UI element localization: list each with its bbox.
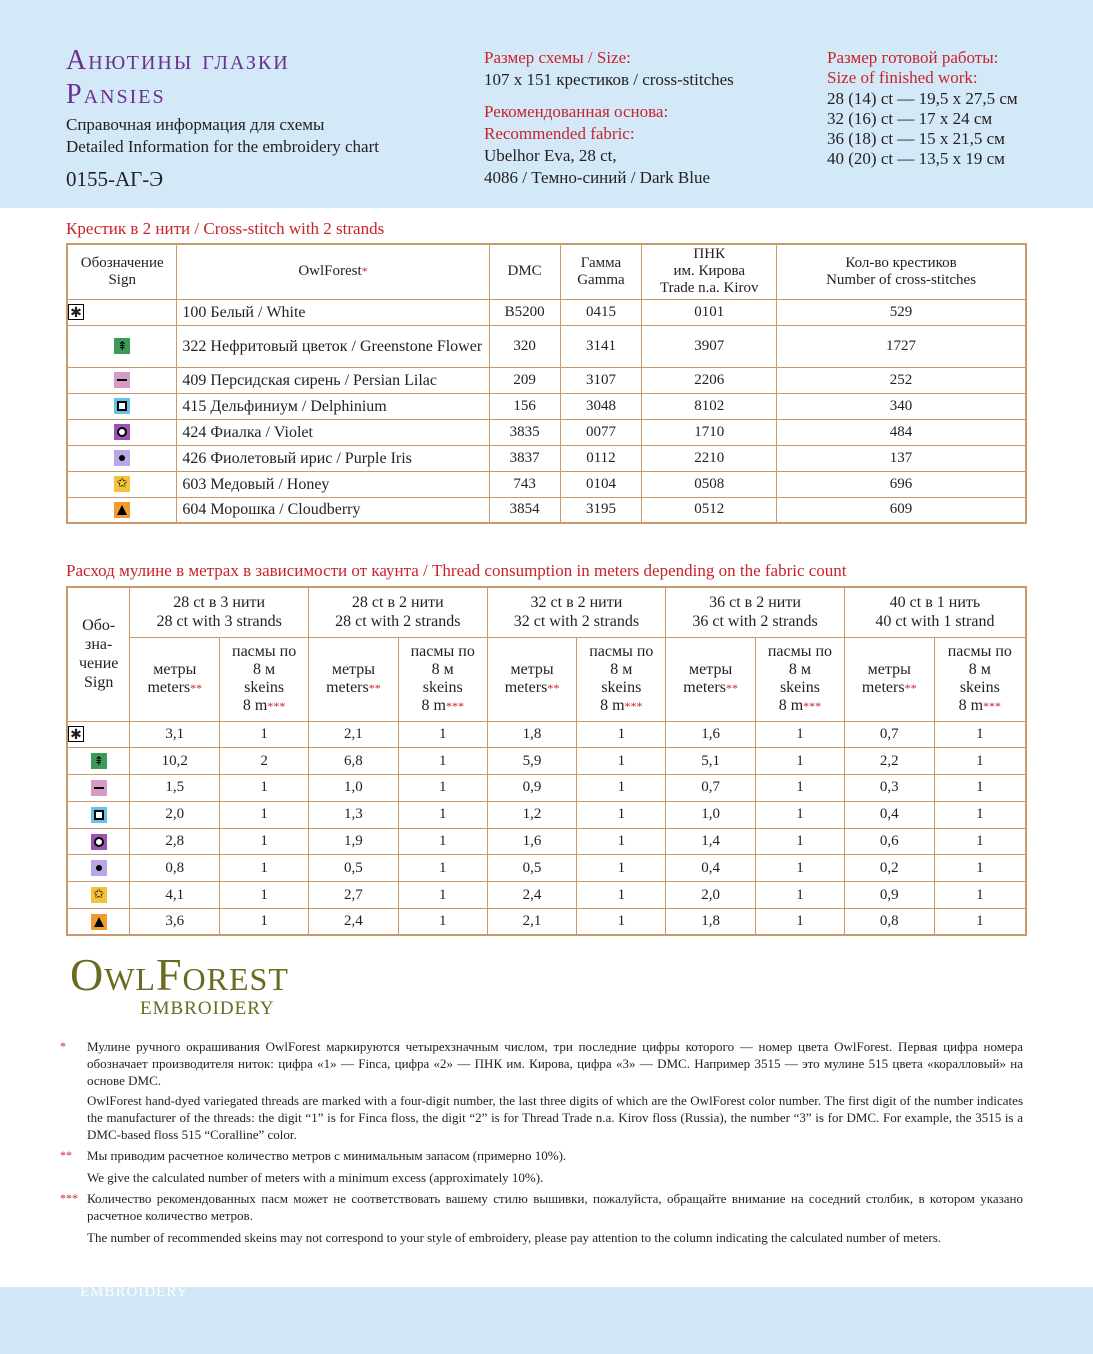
skeins-value: 1	[577, 882, 666, 909]
skeins-value: 1	[577, 801, 666, 828]
meters-value: 1,0	[309, 775, 399, 802]
dmc-code: 209	[489, 367, 560, 393]
table-row	[67, 471, 1026, 497]
table-row	[67, 721, 1026, 748]
skeins-value: 1	[398, 775, 487, 802]
footnote-2-en: We give the calculated number of meters with a minimum excess (approximately 10%).	[87, 1170, 544, 1185]
skeins-value: 1	[220, 882, 309, 909]
table-row	[67, 855, 1026, 882]
color-name: 415 Дельфиниум / Delphinium	[177, 393, 489, 419]
skeins-value: 1	[756, 855, 845, 882]
skeins-header: пасмы по 8 м skeins 8 m***	[577, 637, 666, 721]
meters-header: метры meters**	[666, 637, 756, 721]
meters-value: 0,2	[844, 855, 934, 882]
table-row	[67, 419, 1026, 445]
skeins-value: 1	[934, 748, 1026, 775]
meters-value: 2,0	[666, 882, 756, 909]
info-english: Detailed Information for the embroidery chart	[66, 137, 379, 156]
meters-value: 2,8	[130, 828, 220, 855]
meters-value: 1,9	[309, 828, 399, 855]
minus-icon	[114, 372, 130, 388]
tree-icon: ⇞	[114, 338, 130, 354]
ring-icon	[91, 834, 107, 850]
skeins-value: 1	[934, 855, 1026, 882]
count-group-header: 28 ct в 3 нити 28 ct with 3 strands	[130, 587, 309, 637]
finished-size-36: 36 (18) ct — 15 x 21,5 см	[827, 129, 1005, 148]
skeins-value: 1	[934, 775, 1026, 802]
skeins-value: 1	[220, 855, 309, 882]
star-icon: ✩	[114, 476, 130, 492]
gamma-code: 0077	[560, 419, 642, 445]
count-group-header: 40 ct в 1 нить 40 ct with 1 strand	[844, 587, 1026, 637]
asterisk-icon: ✱	[68, 726, 84, 742]
footnote-mark-3: ***	[60, 1191, 78, 1205]
key-table-header	[67, 244, 1026, 299]
header-sign: Обозначение Sign	[67, 244, 177, 299]
sign-cell	[67, 748, 130, 775]
table1-caption: Крестик в 2 нити / Cross-stitch with 2 strands	[66, 219, 385, 238]
sign-cell	[67, 445, 177, 471]
fabric-value-2: 4086 / Темно-синий / Dark Blue	[484, 168, 711, 187]
skeins-value: 1	[220, 909, 309, 936]
meters-value: 10,2	[130, 748, 220, 775]
skeins-header: пасмы по 8 м skeins 8 m***	[220, 637, 309, 721]
pnk-code: 2210	[642, 445, 777, 471]
sign-cell	[67, 299, 177, 325]
color-name: 426 Фиолетовый ирис / Purple Iris	[177, 445, 489, 471]
footer-watermark: EMBROIDERY	[80, 1284, 189, 1300]
meters-value: 1,8	[487, 721, 577, 748]
consumption-table	[66, 586, 1027, 936]
dmc-code: 156	[489, 393, 560, 419]
meters-value: 3,1	[130, 721, 220, 748]
gamma-code: 0104	[560, 471, 642, 497]
stitch-count: 1727	[777, 325, 1026, 367]
size-label: Размер схемы / Size:	[484, 48, 631, 67]
pnk-code: 0101	[642, 299, 777, 325]
square-icon	[114, 398, 130, 414]
stitch-count: 484	[777, 419, 1026, 445]
skeins-value: 1	[756, 882, 845, 909]
table2-caption: Расход мулине в метрах в зависимости от каунта / Thread consumption in meters depending on the fabric count	[66, 561, 847, 580]
table-row	[67, 325, 1026, 367]
header-count: Кол-во крестиков Number of cross-stitches	[777, 244, 1026, 299]
dmc-code: 3837	[489, 445, 560, 471]
meters-value: 1,4	[666, 828, 756, 855]
fabric-label-ru: Рекомендованная основа:	[484, 102, 669, 121]
sign-cell	[67, 721, 130, 748]
meters-header: метры meters**	[487, 637, 577, 721]
skeins-value: 1	[577, 855, 666, 882]
finished-size-40: 40 (20) ct — 13,5 x 19 см	[827, 149, 1005, 168]
skeins-value: 1	[756, 801, 845, 828]
key-table	[66, 243, 1027, 524]
table-row	[67, 828, 1026, 855]
tree-icon: ⇞	[91, 753, 107, 769]
meters-value: 1,8	[666, 909, 756, 936]
meters-value: 5,1	[666, 748, 756, 775]
color-name: 603 Медовый / Honey	[177, 471, 489, 497]
skeins-value: 1	[220, 775, 309, 802]
fabric-label-en: Recommended fabric:	[484, 124, 635, 143]
pnk-code: 0512	[642, 497, 777, 523]
meters-value: 5,9	[487, 748, 577, 775]
meters-value: 6,8	[309, 748, 399, 775]
skeins-header: пасмы по 8 м skeins 8 m***	[756, 637, 845, 721]
table-row	[67, 775, 1026, 802]
meters-value: 2,4	[487, 882, 577, 909]
table-row	[67, 909, 1026, 936]
skeins-value: 1	[934, 828, 1026, 855]
sign-cell	[67, 882, 130, 909]
pnk-code: 8102	[642, 393, 777, 419]
pnk-code: 2206	[642, 367, 777, 393]
skeins-value: 1	[756, 721, 845, 748]
stitch-count: 529	[777, 299, 1026, 325]
table-row	[67, 299, 1026, 325]
meters-value: 0,4	[844, 801, 934, 828]
skeins-value: 1	[756, 828, 845, 855]
table-row	[67, 882, 1026, 909]
stitch-count: 696	[777, 471, 1026, 497]
finished-label-ru: Размер готовой работы:	[827, 48, 999, 67]
gamma-code: 0415	[560, 299, 642, 325]
skeins-value: 1	[577, 775, 666, 802]
table-row	[67, 445, 1026, 471]
skeins-header: пасмы по 8 м skeins 8 m***	[934, 637, 1026, 721]
header-dmc: DMC	[489, 244, 560, 299]
meters-header: метры meters**	[130, 637, 220, 721]
footnote-2-ru: Мы приводим расчетное количество метров с минимальным запасом (примерно 10%).	[87, 1148, 567, 1163]
sign-cell	[67, 367, 177, 393]
skeins-value: 1	[398, 801, 487, 828]
consumption-sub-header	[67, 637, 1026, 721]
meters-value: 0,8	[130, 855, 220, 882]
sign-cell	[67, 855, 130, 882]
meters-value: 1,3	[309, 801, 399, 828]
sign-cell	[67, 497, 177, 523]
finished-size-32: 32 (16) ct — 17 x 24 см	[827, 109, 993, 128]
count-group-header: 28 ct в 2 нити 28 ct with 2 strands	[309, 587, 488, 637]
meters-value: 1,5	[130, 775, 220, 802]
meters-header: метры meters**	[844, 637, 934, 721]
footnote-3-en: The number of recommended skeins may not correspond to your style of embroidery, please pay attention to the column indicating the calculated number of meters.	[87, 1230, 942, 1245]
size-block	[484, 47, 734, 188]
footnote-3-ru: Количество рекомендованных пасм может не соответствовать вашему стилю вышивки, пожалуйста, обращайте внимание на соседний столбик, в котором указано расчетное количество метров.	[87, 1191, 1023, 1223]
meters-value: 2,1	[487, 909, 577, 936]
finished-size-block	[827, 47, 1018, 169]
meters-value: 0,7	[844, 721, 934, 748]
count-group-header: 36 ct в 2 нити 36 ct with 2 strands	[666, 587, 845, 637]
footnote-mark-1: *	[60, 1039, 66, 1053]
sign-cell	[67, 909, 130, 936]
stitch-count: 609	[777, 497, 1026, 523]
owlforest-logo: OwlForest	[70, 949, 289, 1000]
finished-size-28: 28 (14) ct — 19,5 x 27,5 см	[827, 89, 1018, 108]
skeins-value: 1	[398, 748, 487, 775]
skeins-value: 1	[398, 855, 487, 882]
skeins-value: 1	[220, 828, 309, 855]
meters-value: 0,4	[666, 855, 756, 882]
skeins-value: 1	[934, 882, 1026, 909]
meters-value: 0,9	[487, 775, 577, 802]
dmc-code: 743	[489, 471, 560, 497]
table-row	[67, 393, 1026, 419]
meters-value: 0,3	[844, 775, 934, 802]
asterisk-icon: ✱	[68, 304, 84, 320]
meters-value: 1,0	[666, 801, 756, 828]
gamma-code: 3048	[560, 393, 642, 419]
sign-cell	[67, 801, 130, 828]
meters-value: 0,5	[487, 855, 577, 882]
meters-value: 2,4	[309, 909, 399, 936]
table-row	[67, 801, 1026, 828]
meters-value: 1,2	[487, 801, 577, 828]
dmc-code: 3854	[489, 497, 560, 523]
header-sign-2: Обо- зна- чение Sign	[67, 587, 130, 721]
meters-value: 2,0	[130, 801, 220, 828]
gamma-code: 0112	[560, 445, 642, 471]
size-value: 107 x 151 крестиков / cross-stitches	[484, 70, 734, 89]
title-russian: Анютины глазки	[66, 45, 290, 76]
sign-cell	[67, 419, 177, 445]
table-row	[67, 367, 1026, 393]
gamma-code: 3195	[560, 497, 642, 523]
ring-icon	[114, 424, 130, 440]
footnote-1-ru: Мулине ручного окрашивания OwlForest маркируются четырехзначным числом, три последние цифры которого — номер цвета OwlForest. Первая цифра номера обозначает производителя ниток: цифра «1» — Finca, цифра «2» — ПНК им. Кирова, цифра «3» — DMC. Например 3515 — это мулине 515 цвета «коралловый» на основе DMC.	[87, 1039, 1023, 1088]
title-english: Pansies	[66, 79, 166, 110]
header-owlforest: OwlForest*	[177, 244, 489, 299]
table-row	[67, 748, 1026, 775]
skeins-value: 1	[398, 882, 487, 909]
meters-value: 2,7	[309, 882, 399, 909]
meters-header: метры meters**	[309, 637, 399, 721]
skeins-value: 2	[220, 748, 309, 775]
meters-value: 3,6	[130, 909, 220, 936]
stitch-count: 340	[777, 393, 1026, 419]
skeins-value: 1	[398, 721, 487, 748]
meters-value: 0,9	[844, 882, 934, 909]
meters-value: 0,5	[309, 855, 399, 882]
skeins-value: 1	[577, 828, 666, 855]
header-pnk: ПНК им. Кирова Trade n.a. Kirov	[642, 244, 777, 299]
finished-label-en: Size of finished work:	[827, 68, 978, 87]
skeins-value: 1	[756, 775, 845, 802]
skeins-value: 1	[398, 828, 487, 855]
table-row	[67, 497, 1026, 523]
skeins-value: 1	[934, 801, 1026, 828]
skeins-value: 1	[577, 748, 666, 775]
dmc-code: B5200	[489, 299, 560, 325]
dmc-code: 320	[489, 325, 560, 367]
skeins-value: 1	[220, 801, 309, 828]
chart-code: 0155-АГ-Э	[66, 167, 164, 191]
count-group-header: 32 ct в 2 нити 32 ct with 2 strands	[487, 587, 666, 637]
sign-cell	[67, 393, 177, 419]
skeins-value: 1	[577, 909, 666, 936]
triangle-icon	[114, 502, 130, 518]
meters-value: 2,1	[309, 721, 399, 748]
meters-value: 1,6	[487, 828, 577, 855]
pnk-code: 1710	[642, 419, 777, 445]
meters-value: 1,6	[666, 721, 756, 748]
skeins-value: 1	[756, 909, 845, 936]
star-icon: ✩	[91, 887, 107, 903]
sign-cell	[67, 775, 130, 802]
meters-value: 4,1	[130, 882, 220, 909]
stitch-count: 252	[777, 367, 1026, 393]
triangle-icon	[91, 914, 107, 930]
skeins-value: 1	[756, 748, 845, 775]
dmc-code: 3835	[489, 419, 560, 445]
skeins-value: 1	[398, 909, 487, 936]
square-icon	[91, 807, 107, 823]
meters-value: 0,6	[844, 828, 934, 855]
skeins-value: 1	[220, 721, 309, 748]
color-name: 409 Персидская сирень / Persian Lilac	[177, 367, 489, 393]
sign-cell	[67, 325, 177, 367]
pnk-code: 3907	[642, 325, 777, 367]
footnote-mark-2: **	[60, 1148, 72, 1162]
sign-cell	[67, 471, 177, 497]
color-name: 604 Морошка / Cloudberry	[177, 497, 489, 523]
consumption-group-header	[67, 587, 1026, 637]
header-gamma: Гамма Gamma	[560, 244, 642, 299]
gamma-code: 3141	[560, 325, 642, 367]
skeins-value: 1	[934, 721, 1026, 748]
owlforest-logo-sub: EMBROIDERY	[140, 998, 275, 1019]
sign-cell	[67, 828, 130, 855]
footnote-1-en: OwlForest hand-dyed variegated threads are marked with a four-digit number, the last three digits of which are the OwlForest color number. The first digit of the number indicates the manufacturer of the threads: the digit “1” is for Finca floss, the digit “2” is for Thread Trade n.a. Kirov floss (Russia), the number “3” is for DMC. For example, the 3515 is a DMC-based floss 515 “Coralline” color.	[87, 1093, 1023, 1142]
skeins-value: 1	[934, 909, 1026, 936]
color-name: 424 Фиалка / Violet	[177, 419, 489, 445]
meters-value: 2,2	[844, 748, 934, 775]
color-name: 100 Белый / White	[177, 299, 489, 325]
skeins-value: 1	[577, 721, 666, 748]
pnk-code: 0508	[642, 471, 777, 497]
gamma-code: 3107	[560, 367, 642, 393]
color-name: 322 Нефритовый цветок / Greenstone Flower	[177, 325, 489, 367]
skeins-header: пасмы по 8 м skeins 8 m***	[398, 637, 487, 721]
dot-icon	[91, 860, 107, 876]
meters-value: 0,8	[844, 909, 934, 936]
meters-value: 0,7	[666, 775, 756, 802]
stitch-count: 137	[777, 445, 1026, 471]
info-russian: Справочная информация для схемы	[66, 115, 325, 134]
dot-icon	[114, 450, 130, 466]
fabric-value-1: Ubelhor Eva, 28 ct,	[484, 146, 617, 165]
minus-icon	[91, 780, 107, 796]
